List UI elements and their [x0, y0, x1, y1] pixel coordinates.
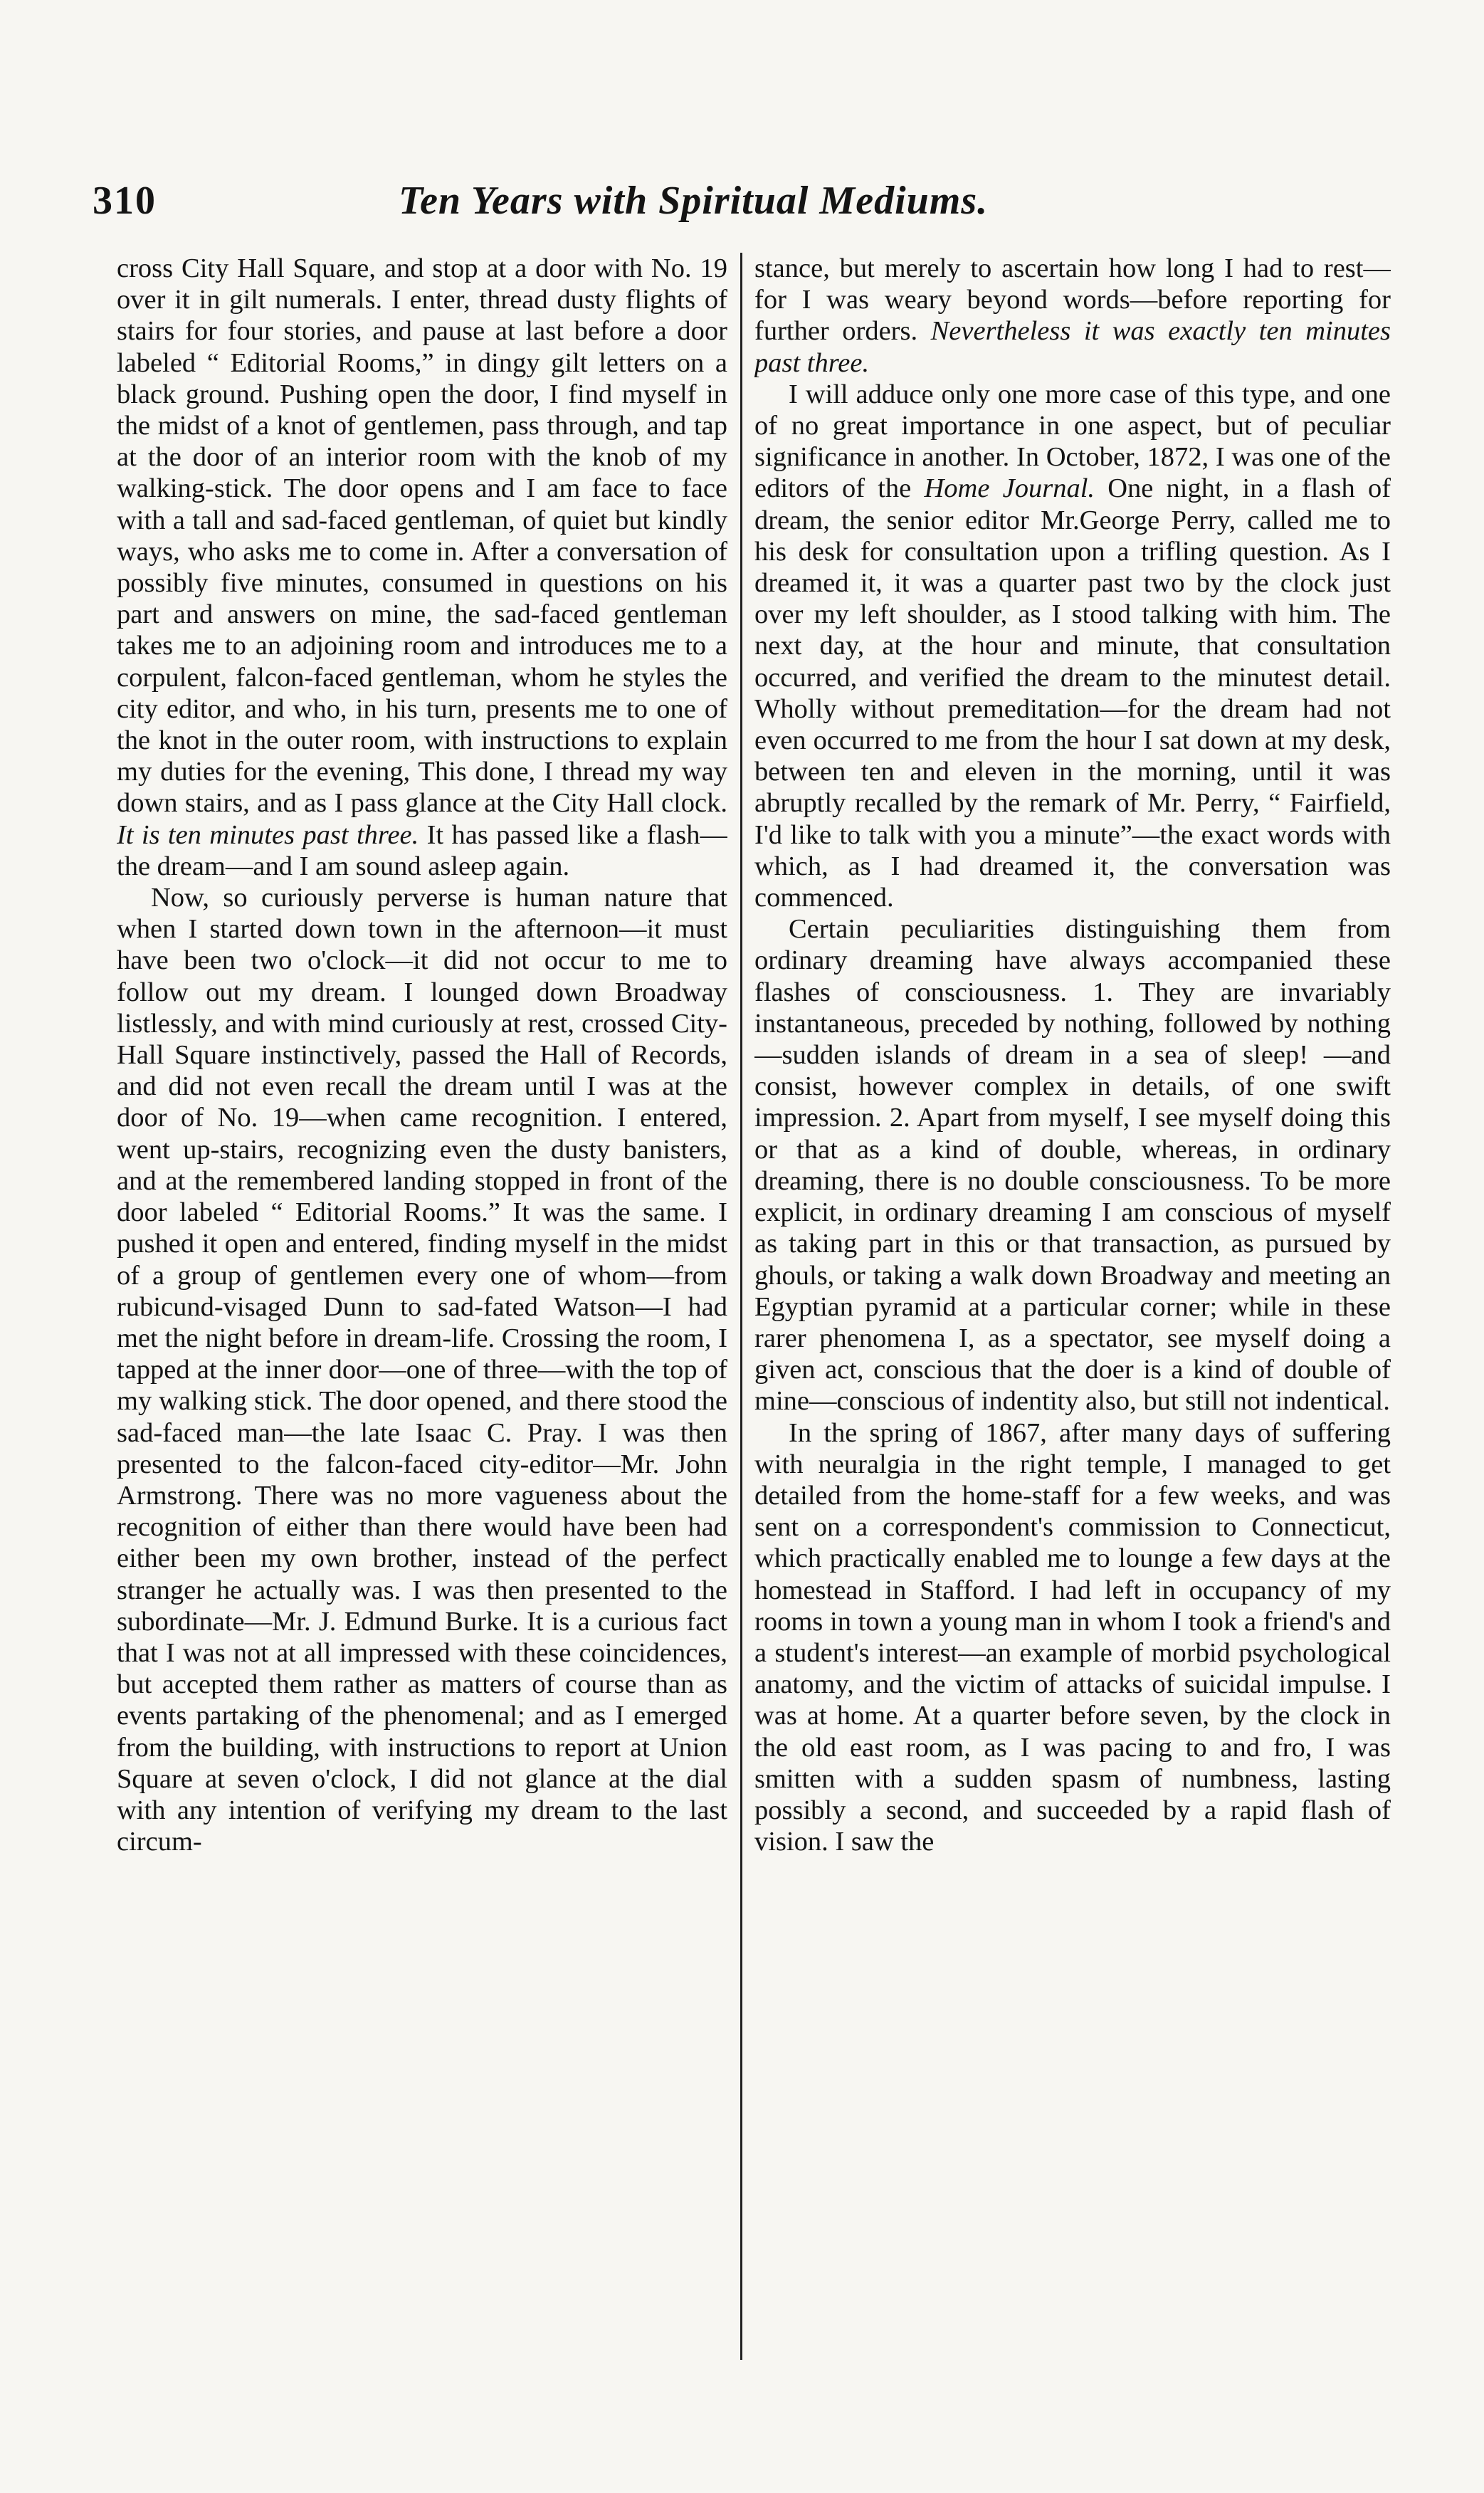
paragraph: [117, 253, 727, 882]
page-header: [93, 178, 1395, 235]
page-number: 310: [93, 179, 157, 223]
paragraph-text: It has passed like a flash—the dream—and I am sound asleep again.: [117, 819, 727, 881]
column-divider: [740, 253, 742, 2360]
left-column: [117, 253, 727, 2410]
paragraph: [754, 379, 1391, 913]
paragraph: In the spring of 1867, after many days of suffering with neuralgia in the right temple, I managed to get detailed from the home-staff for a few weeks, and was sent on a correspondent's commission to Connecticut, which practically enabled me to lounge a few days at the homestead in Stafford. I had left in occupancy of my rooms in town a young man in whom I took a friend's and a student's interest—an example of morbid psychological anatomy, and the victim of attacks of suicidal impulse. I was at home. At a quarter before seven, by the clock in the old east room, as I was pacing to and fro, I was smitten with a sudden spasm of numbness, lasting possibly a second, and succeeded by a rapid flash of vision. I saw the: [754, 1417, 1391, 1857]
paragraph-text: stance, but merely to ascertain how long I had to rest—for I was weary beyond words—before reporting for further orders.: [754, 253, 1391, 347]
paragraph: [754, 253, 1391, 379]
running-title: Ten Years with Spiritual Mediums.: [399, 179, 989, 223]
paragraph-text: One night, in a flash of dream, the senior editor Mr.George Perry, called me to his desk for consultation upon a trifling question. As I dreamed it, it was a quarter past two by the clock just over my left shoulder, as I stood talking with him. The next day, at the hour and minute, that consultation occurred, and verified the dream to the minutest detail. Wholly without premeditation—for the dream had not even occurred to me from the hour I sat down at my desk, between ten and eleven in the morning, until it was abruptly recalled by the remark of Mr. Perry, “ Fairfield, I'd like to talk with you a minute”—the exact words with which, as I had dreamed it, the conversation was commenced.: [754, 473, 1391, 913]
italic-text: Nevertheless it was exactly ten minutes past three.: [754, 316, 1391, 378]
paragraph: Certain peculiarities distinguishing them from ordinary dreaming have always accompanied these flashes of consciousness. 1. They are invariably instantaneous, preceded by nothing, followed by nothing—sudden islands of dream in a sea of sleep! —and consist, however complex in details, of one swift impression. 2. Apart from myself, I see myself doing this or that as a kind of double, whereas, in ordinary dreaming, there is no double consciousness. To be more explicit, in ordinary dreaming I am conscious of myself as taking part in this or that transaction, as pursued by ghouls, or taking a walk down Broadway and meeting an Egyptian pyramid at a particular corner; while in these rarer phenomena I, as a spectator, see myself doing a given act, conscious that the doer is a kind of double of mine—conscious of indentity also, but still not indentical.: [754, 914, 1391, 1417]
italic-text: Home Journal.: [924, 473, 1095, 504]
right-column: [754, 253, 1391, 2410]
paragraph-text: I will adduce only one more case of this type, and one of no great importance in one aspect, but of peculiar significance in another. In October, 1872, I was one of the editors of the: [754, 379, 1391, 504]
italic-text: It is ten minutes past three.: [117, 819, 419, 850]
paragraph-text: cross City Hall Square, and stop at a door with No. 19 over it in gilt numerals. I enter, thread dusty flights of stairs for four stories, and pause at last before a door labeled “ Editorial Rooms,” in dingy gilt letters on a black ground. Pushing open the door, I find myself in the midst of a knot of gentlemen, pass through, and tap at the door of an interior room with the knob of my walking-stick. The door opens and I am face to face with a tall and sad-faced gentleman, of quiet but kindly ways, who asks me to come in. After a conversation of possibly five minutes, consumed in questions on his part and answers on mine, the sad-faced gentleman takes me to an adjoining room and introduces me to a corpulent, falcon-faced gentleman, whom he styles the city editor, and who, in his turn, presents me to one of the knot in the outer room, with instructions to explain my duties for the evening, This done, I thread my way down stairs, and as I pass glance at the City Hall clock.: [117, 253, 727, 819]
paragraph: Now, so curiously perverse is human nature that when I started down town in the afternoon—it must have been two o'clock—it did not occur to me to follow out my dream. I lounged down Broadway listlessly, and with mind curiously at rest, crossed City-Hall Square instinctively, passed the Hall of Records, and did not even recall the dream until I was at the door of No. 19—when came recognition. I entered, went up-stairs, recognizing even the dusty banisters, and at the remembered landing stopped in front of the door labeled “ Editorial Rooms.” It was the same. I pushed it open and entered, finding myself in the midst of a group of gentlemen every one of whom—from rubicund-visaged Dunn to sad-fated Watson—I had met the night before in dream-life. Crossing the room, I tapped at the inner door—one of three—with the top of my walking stick. The door opened, and there stood the sad-faced man—the late Isaac C. Pray. I was then presented to the falcon-faced city-editor—Mr. John Armstrong. There was no more vagueness about the recognition of either than there would have been had either been my own brother, instead of the perfect stranger he actually was. I was then presented to the subordinate—Mr. J. Edmund Burke. It is a curious fact that I was not at all impressed with these coincidences, but accepted them rather as matters of course than as events partaking of the phenomenal; and as I emerged from the building, with instructions to report at Union Square at seven o'clock, I did not glance at the dial with any intention of verifying my dream to the last circum-: [117, 883, 727, 1857]
